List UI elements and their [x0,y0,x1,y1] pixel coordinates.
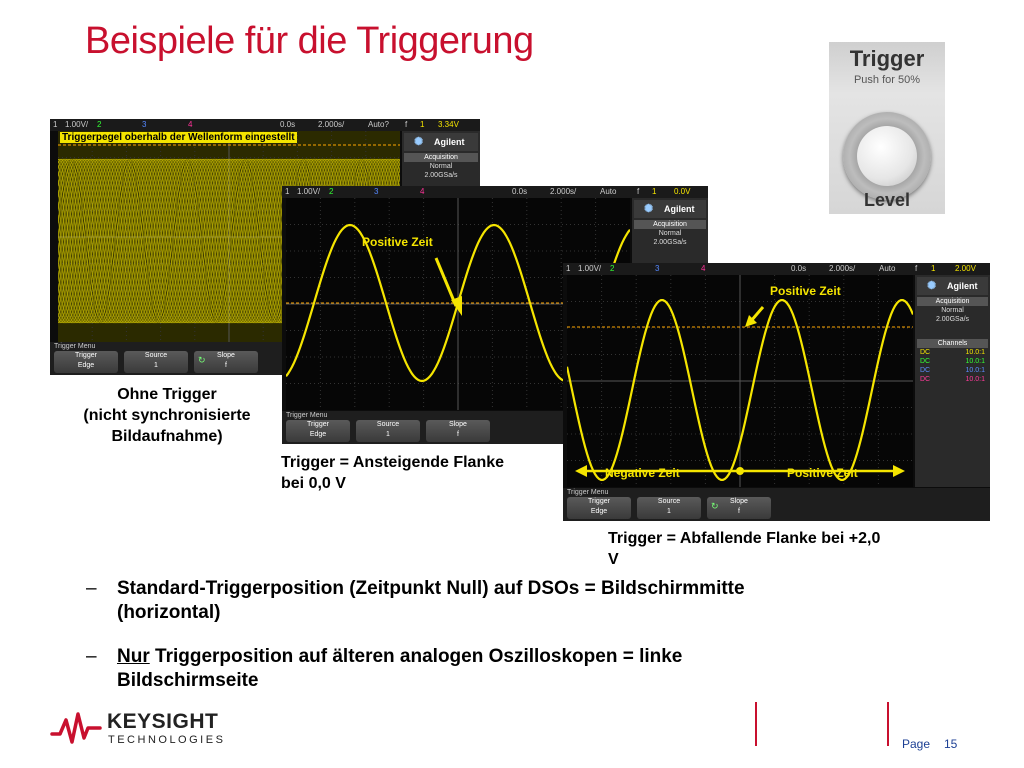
scope3-softkey-source[interactable]: Source 1 [637,497,701,519]
scope1-softkey-slope[interactable]: ↻ Slope f [194,351,258,373]
scope3-menu-title: Trigger Menu [567,489,609,496]
knob-cap [857,126,917,186]
scope1-acquisition: Acquisition Normal 2.00GSa/s [404,153,478,180]
scope2-brand: ✺ Agilent [634,200,706,218]
channel-probe-ratio: 10.0:1 [965,349,985,356]
scope3-positive-time-label: Positive Zeit [787,466,858,480]
scope3-trigger-menu [563,488,990,521]
scope3-header: 1 1.00V/ 2 3 4 0.0s 2.000s/ Auto f 1 2.00V [563,263,990,275]
scope2-softkey-source[interactable]: Source 1 [356,420,420,442]
scope1-brand: ✺ Agilent [404,133,478,151]
channel-probe-ratio: 10.0:1 [965,367,985,374]
scope1-banner: Triggerpegel oberhalb der Wellenform eingestellt [62,132,295,143]
scope3-caption: Trigger = Abfallende Flanke bei +2,0 V [608,530,881,568]
channel-coupling: DC [920,367,931,374]
rotate-knob-icon: ↻ [198,355,206,365]
scope3-softkey-slope[interactable]: ↻ Slope f [707,497,771,519]
scope2-acquisition: Acquisition Normal 2.00GSa/s [634,220,706,247]
keysight-wave-logo-icon [50,708,102,748]
channel-probe-ratio: 10.0:1 [965,376,985,383]
scope3-positive-time-top-label: Positive Zeit [770,284,841,298]
scope2-softkey-trigger[interactable]: Trigger Edge [286,420,350,442]
footer-divider [887,702,889,746]
trigger-point-marker [736,467,744,475]
page-label: Page [902,737,931,751]
scope3-channels: Channels DC 10.0:1 DC 10.0:1 DC 10.0:1 DC 10.0:1 [917,339,988,384]
page-title: Beispiele für die Triggerung [85,20,534,62]
scope1-header: 1 1.00V/ 2 3 4 0.0s 2.000s/ Auto? f 1 3.34V [50,119,480,131]
channel-row [917,375,988,384]
trigger-knob-photo [829,42,945,214]
channel-probe-ratio: 10.0:1 [965,358,985,365]
channel-coupling: DC [920,349,931,356]
bullet-analog-trigger-position: – Nur Triggerposition auf älteren analogen Oszilloskopen = linke Bildschirmseite [86,646,683,691]
scope3-acquisition: Acquisition Normal 2.00GSa/s [917,297,988,324]
scope2-menu-title: Trigger Menu [286,412,328,419]
knob-subtitle: Push for 50% [853,74,921,86]
scope2-softkey-slope[interactable]: Slope f [426,420,490,442]
scope3-negative-time-label: Negative Zeit [605,466,680,480]
rotate-knob-icon: ↻ [711,501,719,511]
keysight-logo-text: KEYSIGHT [107,710,219,733]
knob-title: Trigger [849,46,925,71]
scope1-softkey-trigger[interactable]: Trigger Edge [54,351,118,373]
scope3-brand: ✺ Agilent [917,277,988,295]
channel-coupling: DC [920,358,931,365]
scope3-side-panel [915,275,990,487]
agilent-logo-icon: ✺ [644,203,654,215]
knob-level-label: Level [863,190,911,210]
scope3-waveform-area [567,275,913,487]
agilent-logo-icon: ✺ [927,280,937,292]
page-number: 15 [944,737,958,751]
channel-row [917,357,988,366]
channel-row [917,366,988,375]
scope2-caption: Trigger = Ansteigende Flanke bei 0,0 V [281,454,505,492]
scope3-softkey-trigger[interactable]: Trigger Edge [567,497,631,519]
keysight-logo-subtext: TECHNOLOGIES [108,734,226,746]
channel-row [917,348,988,357]
scope1-menu-title: Trigger Menu [54,343,96,350]
agilent-logo-icon: ✺ [414,136,424,148]
scope2-header: 1 1.00V/ 2 3 4 0.0s 2.000s/ Auto f 1 0.0V [282,186,708,198]
scope2-positive-time-label: Positive Zeit [362,235,433,249]
bullet-standard-trigger-position: – Standard-Triggerposition (Zeitpunkt Null) auf DSOs = Bildschirmmitte (horizontal) [86,578,745,623]
scope1-caption: Ohne Trigger (nicht synchronisierte Bildaufnahme) [83,386,251,445]
footer-divider [755,702,757,746]
channel-coupling: DC [920,376,931,383]
scope-screen-falling-edge [563,263,990,521]
scope1-softkey-source[interactable]: Source 1 [124,351,188,373]
